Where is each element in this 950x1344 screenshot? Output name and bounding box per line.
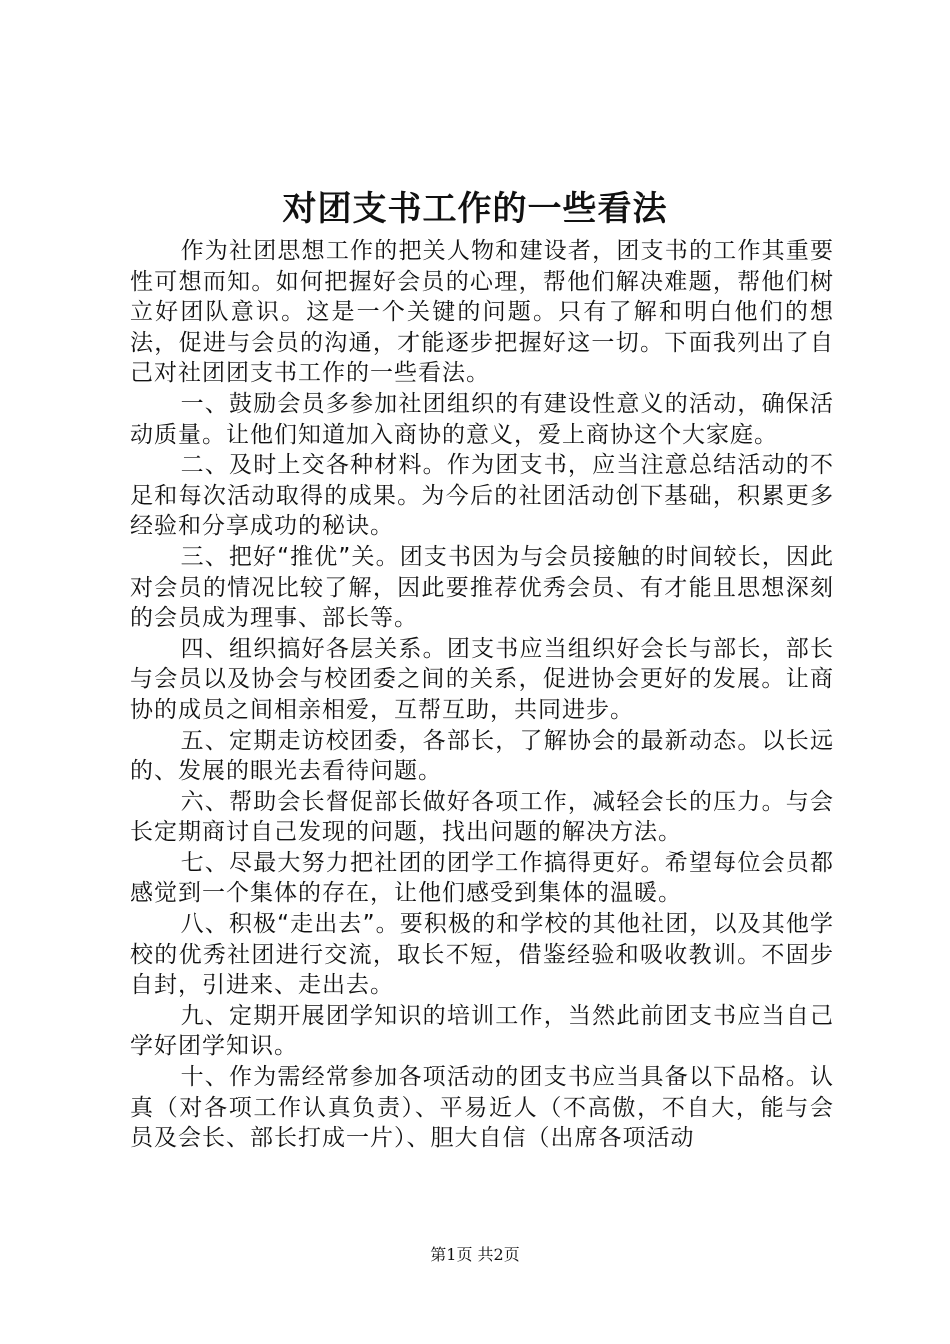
paragraph-item-8: 八、积极“走出去”。要积极的和学校的其他社团，以及其他学校的优秀社团进行交流，取长不短，借鉴经验和吸收教训。不固步自封，引进来、走出去。: [130, 911, 834, 999]
document-title: 对团支书工作的一些看法: [282, 189, 668, 229]
paragraph-item-2: 二、及时上交各种材料。作为团支书，应当注意总结活动的不足和每次活动取得的成果。为今后的社团活动创下基础，积累更多经验和分享成功的秘诀。: [130, 452, 834, 540]
paragraph-intro: 作为社团思想工作的把关人物和建设者，团支书的工作其重要性可想而知。如何把握好会员的心理，帮他们解决难题，帮他们树立好团队意识。这是一个关键的问题。只有了解和明白他们的想法，促进与会员的沟通，才能逐步把握好这一切。下面我列出了自己对社团团支书工作的一些看法。: [130, 238, 834, 387]
page-number-footer: 第1页 共2页: [430, 1245, 520, 1264]
paragraph-item-3: 三、把好“推优”关。团支书因为与会员接触的时间较长，因此对会员的情况比较了解，因此要推荐优秀会员、有才能且思想深刻的会员成为理事、部长等。: [130, 543, 834, 632]
paragraph-item-1: 一、鼓励会员多参加社团组织的有建设性意义的活动，确保活动质量。让他们知道加入商协的意义，爱上商协这个大家庭。: [130, 390, 834, 448]
paragraph-item-9: 九、定期开展团学知识的培训工作，当然此前团支书应当自己学好团学知识。: [130, 1002, 834, 1060]
paragraph-item-10: 十、作为需经常参加各项活动的团支书应当具备以下品格。认真（对各项工作认真负责）、平易近人（不高傲，不自大，能与会员及会长、部长打成一片）、胆大自信（出席各项活动: [130, 1064, 834, 1152]
paragraph-item-5: 五、定期走访校团委，各部长，了解协会的最新动态。以长远的、发展的眼光去看待问题。: [130, 727, 834, 785]
document-body: [130, 236, 834, 1154]
paragraph-item-6: 六、帮助会长督促部长做好各项工作，减轻会长的压力。与会长定期商讨自己发现的问题，找出问题的解决方法。: [130, 788, 834, 846]
paragraph-item-4: 四、组织搞好各层关系。团支书应当组织好会长与部长，部长与会员以及协会与校团委之间的关系，促进协会更好的发展。让商协的成员之间相亲相爱，互帮互助，共同进步。: [130, 635, 834, 723]
paragraph-item-7: 七、尽最大努力把社团的团学工作搞得更好。希望每位会员都感觉到一个集体的存在，让他们感受到集体的温暖。: [130, 849, 834, 907]
